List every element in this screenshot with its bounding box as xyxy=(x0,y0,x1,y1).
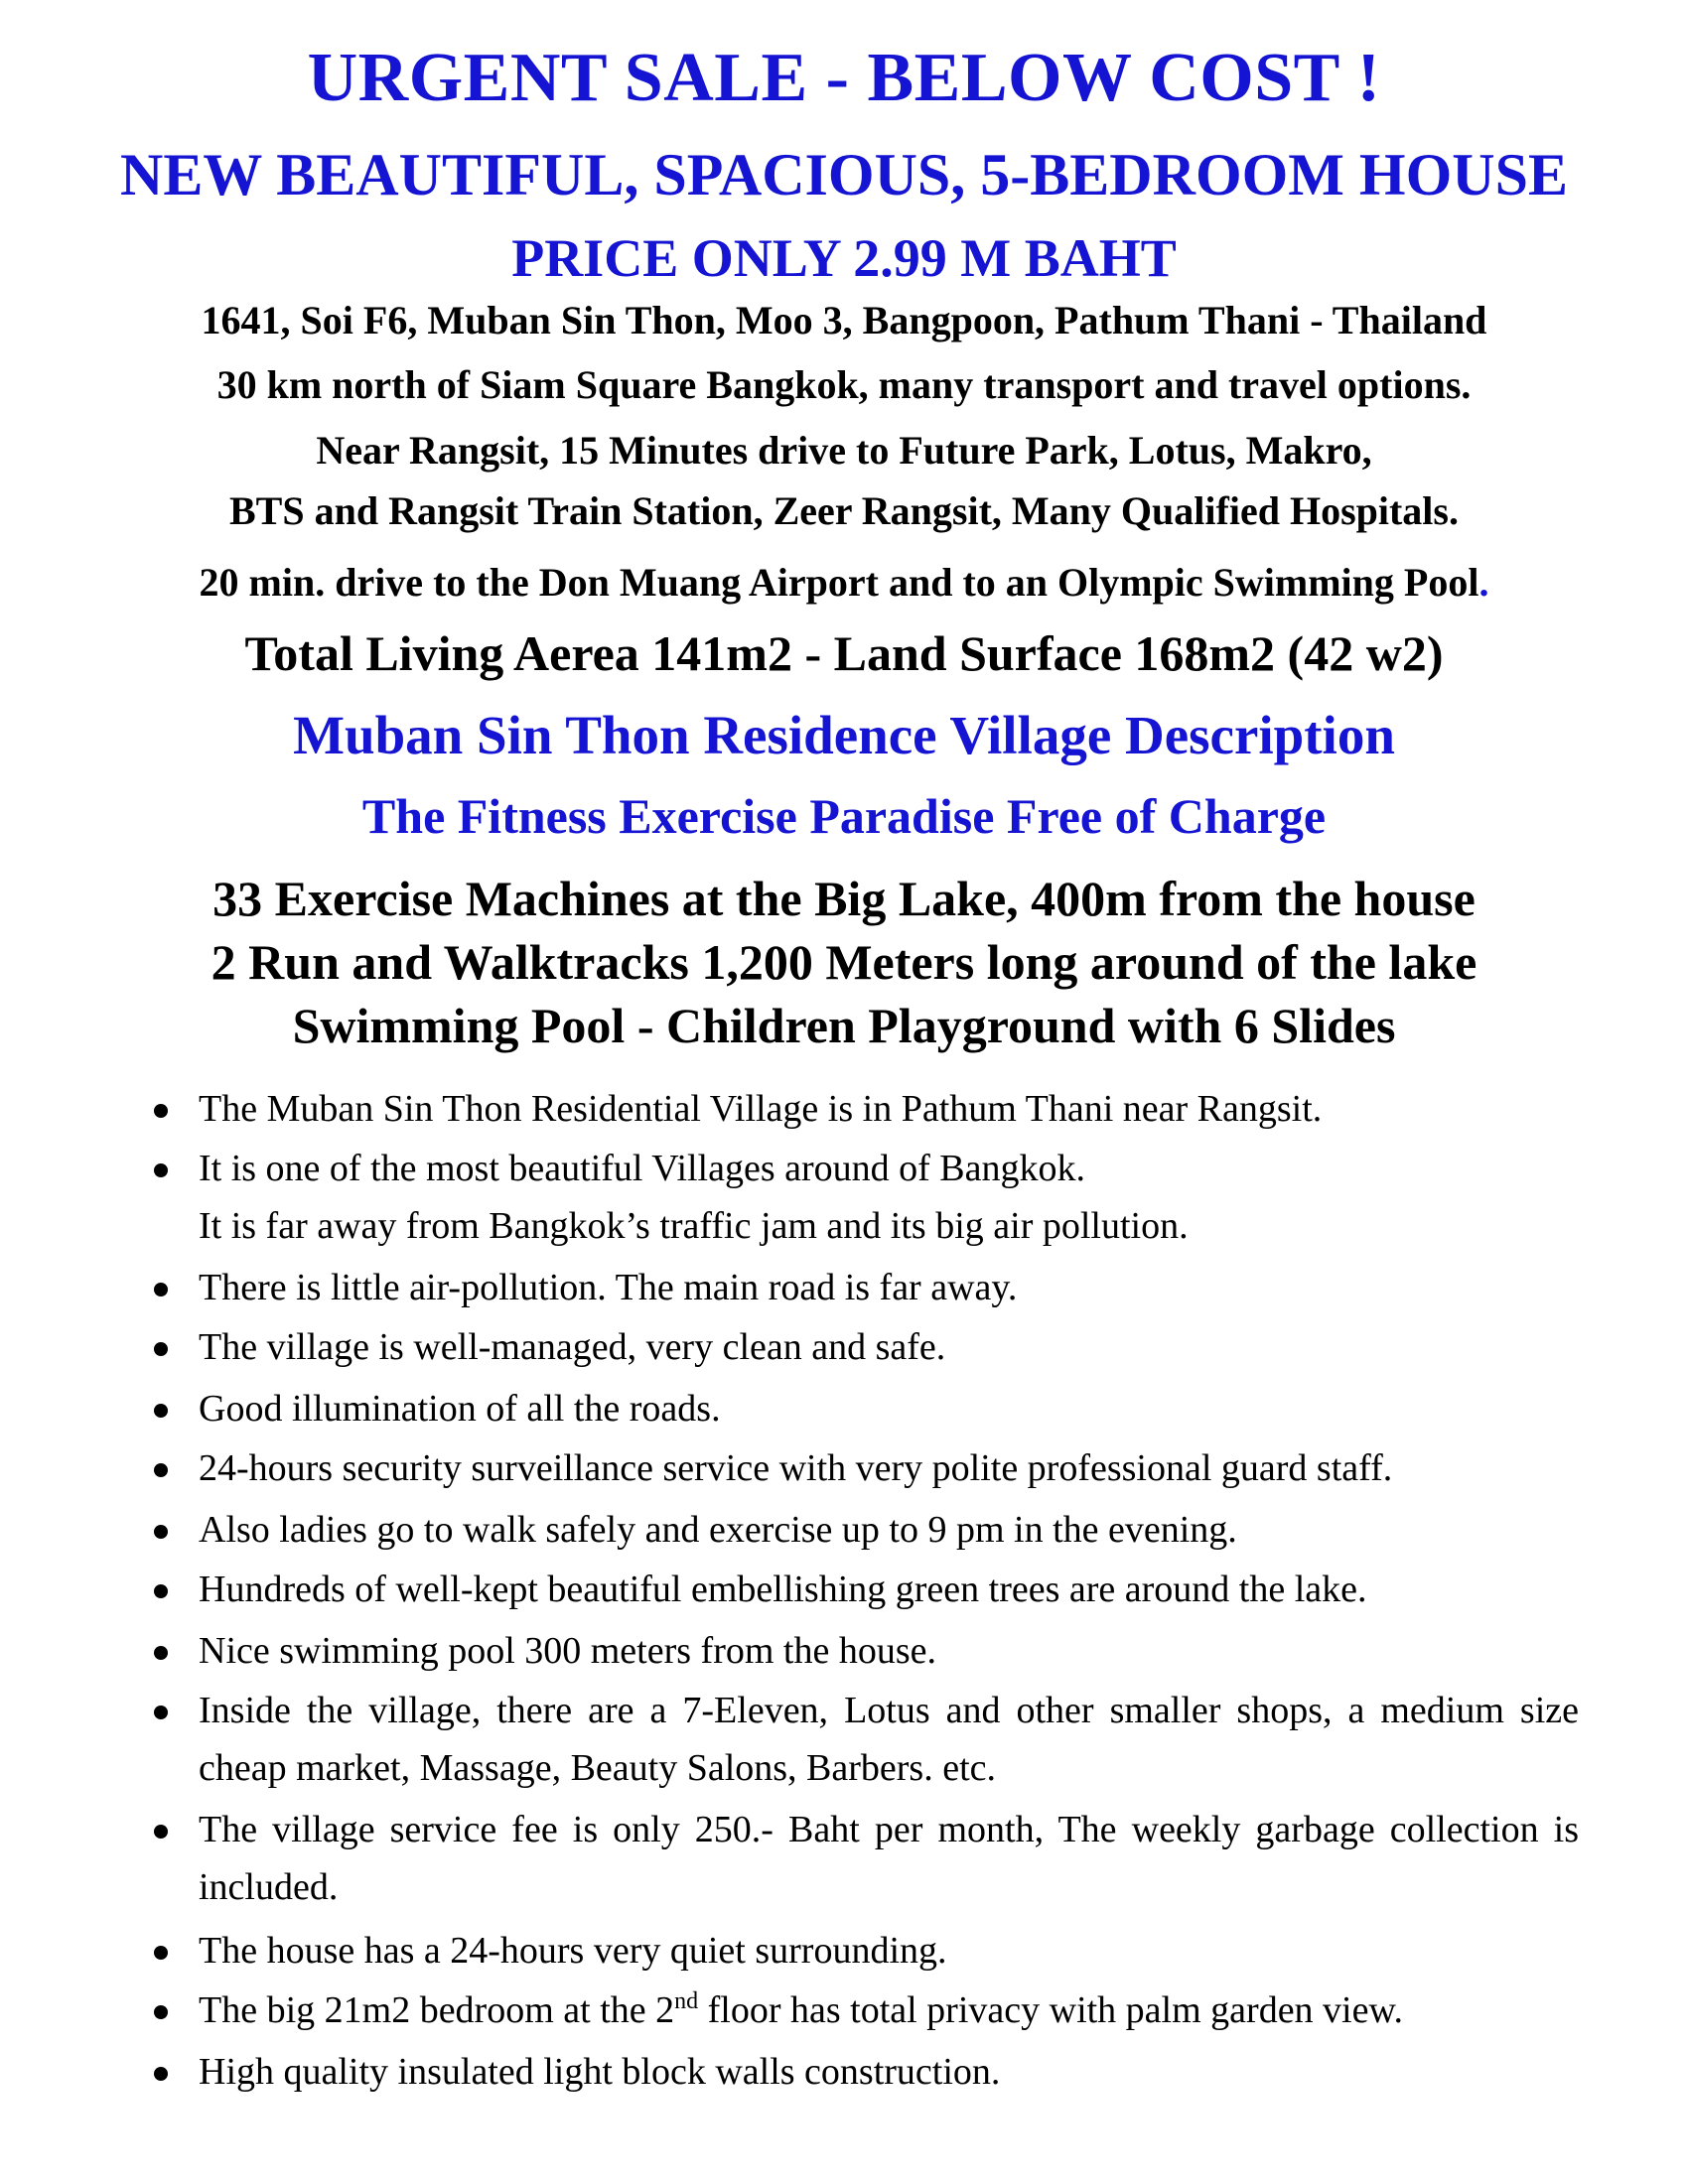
location-line: Near Rangsit, 15 Minutes drive to Future Park, Lotus, Makro, xyxy=(316,428,1372,473)
location-line: 30 km north of Siam Square Bangkok, many transport and travel options. xyxy=(216,362,1472,407)
location-line: BTS and Rangsit Train Station, Zeer Rangsit, Many Qualified Hospitals. xyxy=(229,488,1459,533)
location-line-text: 20 min. drive to the Don Muang Airport and to an Olympic Swimming Pool xyxy=(199,560,1479,605)
list-item-text: The big 21m2 bedroom at the 2 xyxy=(199,1989,675,2031)
list-item-text: It is far away from Bangkok’s traffic jam and its big air pollution. xyxy=(199,1205,1189,1247)
list-item: Also ladies go to walk safely and exercise up to 9 pm in the evening. xyxy=(199,1501,1579,1559)
village-title: Muban Sin Thon Residence Village Description xyxy=(293,705,1395,765)
headline-urgent-sale: URGENT SALE - BELOW COST ! xyxy=(307,40,1381,116)
fitness-line: 33 Exercise Machines at the Big Lake, 400m from the house xyxy=(212,871,1476,926)
list-item: Good illumination of all the roads. xyxy=(199,1380,1579,1437)
fitness-line: 2 Run and Walktracks 1,200 Meters long around of the lake xyxy=(211,934,1477,990)
list-item: High quality insulated light block walls construction. xyxy=(199,2043,1579,2101)
fitness-line: Swimming Pool - Children Playground with 6 Slides xyxy=(292,998,1396,1053)
ordinal-suffix: nd xyxy=(674,1988,699,2014)
headline-house-description: NEW BEAUTIFUL, SPACIOUS, 5-BEDROOM HOUSE xyxy=(120,142,1568,207)
list-item-text: floor has total privacy with palm garden view. xyxy=(698,1989,1403,2031)
list-item: 24-hours security surveillance service with very polite professional guard staff. xyxy=(199,1439,1579,1497)
list-item xyxy=(199,1981,1579,2039)
list-item: There is little air-pollution. The main road is far away. xyxy=(199,1259,1579,1316)
headline-price: PRICE ONLY 2.99 M BAHT xyxy=(511,228,1177,288)
list-item: The Muban Sin Thon Residential Village is in Pathum Thani near Rangsit. xyxy=(199,1080,1579,1138)
list-item: Nice swimming pool 300 meters from the house. xyxy=(199,1622,1579,1680)
list-item: Hundreds of well-kept beautiful embellishing green trees are around the lake. xyxy=(199,1561,1579,1618)
list-item: The village is well-managed, very clean and safe. xyxy=(199,1318,1579,1376)
list-item: The village service fee is only 250.- Baht per month, The weekly garbage collection is included. xyxy=(199,1801,1579,1916)
list-item: The house has a 24-hours very quiet surrounding. xyxy=(199,1922,1579,1979)
area-summary: Total Living Aerea 141m2 - Land Surface 168m2 (42 w2) xyxy=(244,625,1444,681)
location-line-period: . xyxy=(1478,560,1489,605)
fitness-title: The Fitness Exercise Paradise Free of Charge xyxy=(361,788,1327,844)
list-item: Inside the village, there are a 7-Eleven, Lotus and other smaller shops, a medium size cheap market, Massage, Beauty Salons, Barbers. etc. xyxy=(199,1682,1579,1797)
list-item-text: It is one of the most beautiful Villages around of Bangkok. xyxy=(199,1148,1086,1189)
list-item xyxy=(199,1140,1579,1255)
address-line: 1641, Soi F6, Muban Sin Thon, Moo 3, Bangpoon, Pathum Thani - Thailand xyxy=(201,298,1487,342)
